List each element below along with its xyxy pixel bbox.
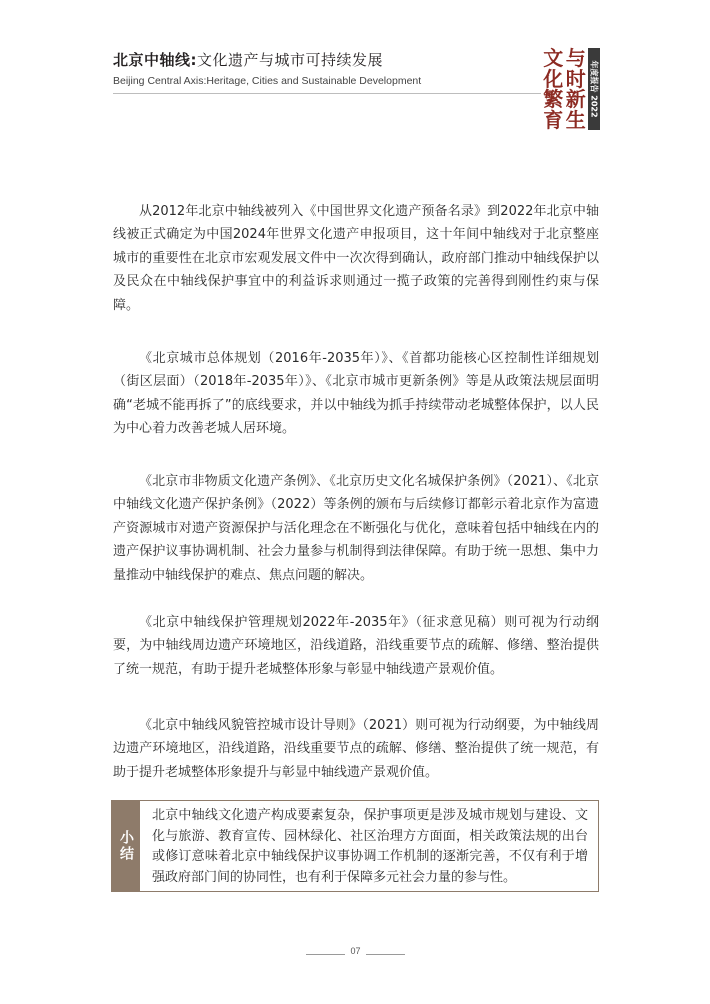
body-paragraph-3: 《北京市非物质文化遗产条例》、《北京历史文化名城保护条例》（2021）、《北京中轴线文化遗产保护条例》（2022）等条例的颁布与后续修订都彰示着北京作为富遗产资源城市对遗产资源保护与活化理念在不断强化与优化，意味着包括中轴线在内的遗产保护议事协调机制、社会力量参与机制得到法律保障。有助于统一思想、集中力量推动中轴线保护的难点、焦点问题的解决。 — [113, 474, 599, 583]
header-title-bold: 北京中轴线: — [113, 51, 197, 69]
running-header-title — [113, 49, 383, 70]
summary-box — [111, 800, 599, 892]
logo-char: 时 — [565, 66, 586, 91]
footer-rule-left — [306, 954, 345, 955]
body-paragraph-2: 《北京城市总体规划（2016年-2035年）》、《首都功能核心区控制性详细规划（街区层面）（2018年-2035年）》、《北京市城市更新条例》等是从政策法规层面明确“老城不能再拆了”的底线要求，并以中轴线为抓手持续带动老城整体保护，以人民为中心着力改善老城人居环境。 — [113, 351, 599, 437]
page-number: 07 — [350, 946, 361, 956]
annual-report-logo — [542, 48, 600, 130]
logo-char: 育 — [543, 107, 564, 132]
body-paragraph-5: 《北京中轴线风貌管控城市设计导则》（2021）则可视为行动纲要，为中轴线周边遗产环境地区，沿线道路，沿线重要节点的疏解、修缮、整治提供了统一规范，有助于提升老城整体形象提升与彰显中轴线遗产景观价值。 — [113, 718, 599, 780]
logo-char: 与 — [565, 46, 586, 70]
summary-text: 北京中轴线文化遗产构成要素复杂，保护事项更是涉及城市规划与建设、文化与旅游、教育宣传、园林绿化、社区治理方方面面，相关政策法规的出台或修订意味着北京中轴线保护议事协调工作机制的逐渐完善，不仅有利于增强政府部门间的协同性，也有利于保障多元社会力量的参与性。 — [152, 808, 588, 885]
summary-tag — [112, 801, 140, 891]
footer-rule-right — [366, 954, 405, 955]
logo-side-text: 年度报告 2022 — [589, 60, 599, 118]
summary-tag-label: 小结 — [118, 830, 134, 862]
body-paragraph-1: 从2012年北京中轴线被列入《中国世界文化遗产预备名录》到2022年北京中轴线被正式确定为中国2024年世界文化遗产申报项目，这十年间中轴线对于北京整座城市的重要性在北京市宏观发展文件中一次次得到确认，政府部门推动中轴线保护以及民众在中轴线保护事宜中的利益诉求则通过一揽子政策的完善得到刚性约束与保障。 — [113, 204, 599, 313]
body-paragraph-4: 《北京中轴线保护管理规划2022年-2035年》（征求意见稿）则可视为行动纲要，为中轴线周边遗产环境地区，沿线道路，沿线重要节点的疏解、修缮、整治提供了统一规范，有助于提升老城整体形象与彰显中轴线遗产景观价值。 — [113, 615, 599, 677]
logo-side-bar — [588, 48, 600, 130]
header-title-rest: 文化遗产与城市可持续发展 — [197, 51, 384, 69]
running-header-subtitle: Beijing Central Axis:Heritage, Cities and Sustainable Development — [113, 75, 422, 87]
header-divider — [113, 93, 541, 94]
logo-char: 化 — [543, 66, 564, 91]
logo-characters — [542, 48, 587, 130]
logo-char: 繁 — [543, 87, 564, 111]
logo-char: 生 — [565, 107, 586, 132]
logo-char: 文 — [543, 46, 564, 70]
logo-char: 新 — [565, 87, 586, 111]
